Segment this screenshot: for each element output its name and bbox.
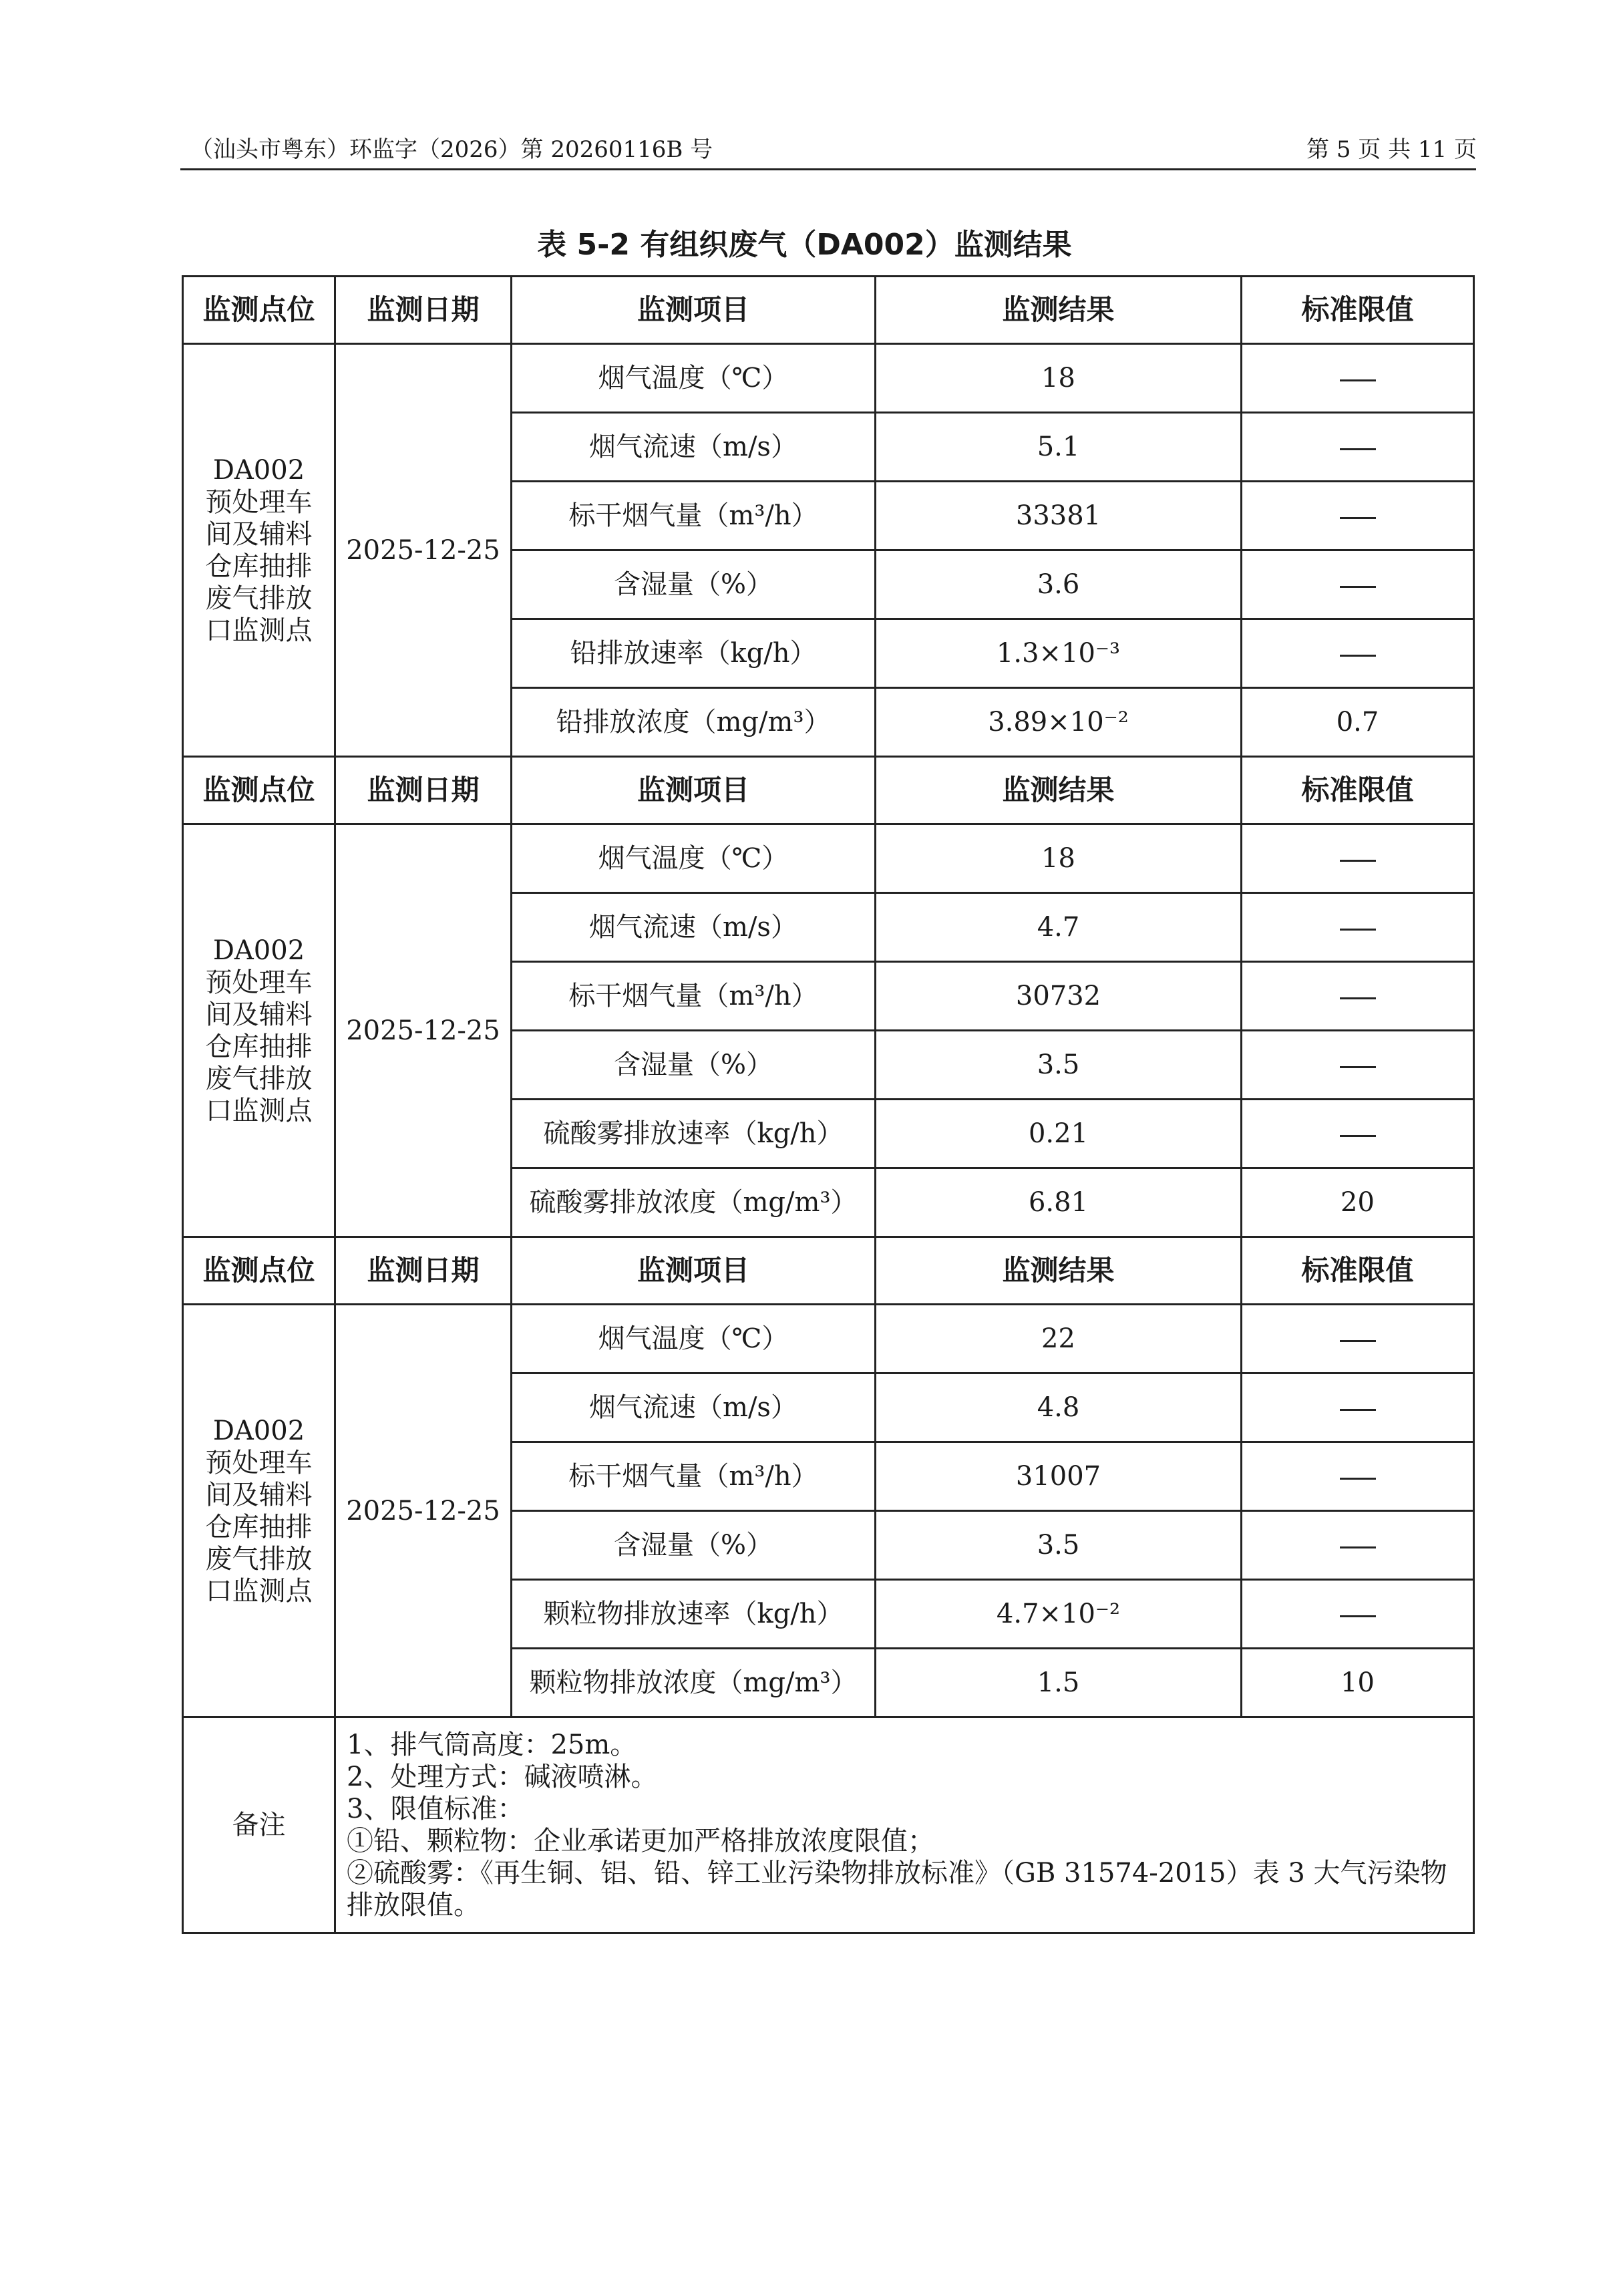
limit-cell: [1242, 1373, 1474, 1442]
item-cell: 铅排放速率（kg/h）: [512, 619, 876, 688]
date-cell: 2025-12-25: [335, 344, 512, 757]
column-header: 监测项目: [512, 277, 876, 344]
limit-cell: [1242, 1442, 1474, 1511]
page-info: 第 5 页 共 11 页: [1306, 136, 1477, 163]
item-cell: 烟气温度（℃）: [512, 344, 876, 413]
monitoring-results-table: [182, 275, 1475, 1934]
location-line: 预处理车: [205, 486, 313, 518]
dash-mark: [1340, 860, 1376, 862]
table-row: [183, 1305, 1474, 1373]
header-row: [183, 1237, 1474, 1305]
column-header: 监测结果: [876, 757, 1242, 824]
remark-line: ①铅、颗粒物：企业承诺更加严格排放浓度限值；: [347, 1826, 934, 1856]
result-cell: 6.81: [876, 1168, 1242, 1237]
document-number: （汕头市粤东）环监字（2026）第 20260116B 号: [190, 136, 713, 163]
dash-mark: [1340, 1135, 1376, 1137]
item-cell: 颗粒物排放速率（kg/h）: [512, 1580, 876, 1649]
column-header: 监测项目: [512, 1237, 876, 1305]
limit-cell: [1242, 1580, 1474, 1649]
item-cell: 含湿量（%）: [512, 1031, 876, 1100]
location-line: 间及辅料: [205, 999, 313, 1030]
location-line: 口监测点: [205, 615, 313, 646]
dash-mark: [1340, 1615, 1376, 1617]
dash-mark: [1340, 1409, 1376, 1411]
result-cell: 31007: [876, 1442, 1242, 1511]
location-cell: [183, 824, 335, 1237]
remark-line: 3、限值标准：: [347, 1794, 524, 1824]
date-cell: 2025-12-25: [335, 1305, 512, 1717]
column-header: 监测结果: [876, 1237, 1242, 1305]
column-header: 监测日期: [335, 1237, 512, 1305]
result-cell: 3.5: [876, 1511, 1242, 1580]
item-cell: 硫酸雾排放浓度（mg/m³）: [512, 1168, 876, 1237]
column-header: 监测点位: [183, 277, 335, 344]
dash-mark: [1340, 1546, 1376, 1548]
location-cell: [183, 1305, 335, 1717]
location-line: 预处理车: [205, 1447, 313, 1478]
limit-cell: [1242, 482, 1474, 550]
location-line: 仓库抽排: [205, 1511, 313, 1542]
header-row: [183, 277, 1474, 344]
date-cell: 2025-12-25: [335, 824, 512, 1237]
limit-cell: 0.7: [1242, 688, 1474, 757]
limit-cell: [1242, 893, 1474, 962]
item-cell: 烟气流速（m/s）: [512, 1373, 876, 1442]
table-row: [183, 824, 1474, 893]
remarks-content: [335, 1717, 1474, 1933]
limit-cell: [1242, 1511, 1474, 1580]
limit-cell: 20: [1242, 1168, 1474, 1237]
location-line: 仓库抽排: [205, 550, 313, 582]
dash-mark: [1340, 1478, 1376, 1480]
dash-mark: [1340, 517, 1376, 519]
result-cell: 22: [876, 1305, 1242, 1373]
column-header: 标准限值: [1242, 1237, 1474, 1305]
limit-cell: [1242, 824, 1474, 893]
location-line: 口监测点: [205, 1575, 313, 1607]
limit-cell: [1242, 413, 1474, 482]
item-cell: 铅排放浓度（mg/m³）: [512, 688, 876, 757]
remarks-label: 备注: [183, 1717, 335, 1933]
result-cell: 5.1: [876, 413, 1242, 482]
dash-mark: [1340, 1340, 1376, 1342]
result-cell: 4.7×10⁻²: [876, 1580, 1242, 1649]
result-cell: 30732: [876, 962, 1242, 1031]
item-cell: 标干烟气量（m³/h）: [512, 962, 876, 1031]
dash-mark: [1340, 586, 1376, 588]
column-header: 标准限值: [1242, 277, 1474, 344]
column-header: 标准限值: [1242, 757, 1474, 824]
location-line: 废气排放: [205, 583, 313, 614]
dash-mark: [1340, 379, 1376, 381]
location-line: DA002: [212, 1415, 305, 1446]
item-cell: 烟气温度（℃）: [512, 824, 876, 893]
result-cell: 33381: [876, 482, 1242, 550]
location-line: 间及辅料: [205, 1479, 313, 1510]
item-cell: 标干烟气量（m³/h）: [512, 1442, 876, 1511]
location-line: 预处理车: [205, 967, 313, 998]
limit-cell: [1242, 1031, 1474, 1100]
location-line: 废气排放: [205, 1543, 313, 1575]
limit-cell: [1242, 1100, 1474, 1168]
location-cell: [183, 344, 335, 757]
dash-mark: [1340, 1066, 1376, 1068]
header-row: [183, 757, 1474, 824]
remarks-row: [183, 1717, 1474, 1933]
table-row: [183, 344, 1474, 413]
result-cell: 18: [876, 824, 1242, 893]
result-cell: 3.5: [876, 1031, 1242, 1100]
dash-mark: [1340, 997, 1376, 999]
limit-cell: [1242, 619, 1474, 688]
dash-mark: [1340, 655, 1376, 657]
column-header: 监测点位: [183, 757, 335, 824]
result-cell: 18: [876, 344, 1242, 413]
location-line: DA002: [212, 454, 305, 486]
item-cell: 烟气温度（℃）: [512, 1305, 876, 1373]
item-cell: 颗粒物排放浓度（mg/m³）: [512, 1649, 876, 1717]
location-line: 仓库抽排: [205, 1031, 313, 1062]
location-line: 废气排放: [205, 1063, 313, 1094]
dash-mark: [1340, 448, 1376, 450]
location-line: DA002: [212, 935, 305, 966]
item-cell: 烟气流速（m/s）: [512, 413, 876, 482]
dash-mark: [1340, 929, 1376, 931]
table-title: 表 5-2 有组织废气（DA002）监测结果: [537, 228, 1072, 262]
remark-line: 1、排气筒高度：25m。: [347, 1730, 637, 1760]
item-cell: 含湿量（%）: [512, 550, 876, 619]
result-cell: 3.6: [876, 550, 1242, 619]
limit-cell: [1242, 550, 1474, 619]
limit-cell: [1242, 962, 1474, 1031]
column-header: 监测日期: [335, 757, 512, 824]
limit-cell: 10: [1242, 1649, 1474, 1717]
item-cell: 硫酸雾排放速率（kg/h）: [512, 1100, 876, 1168]
location-line: 口监测点: [205, 1095, 313, 1126]
column-header: 监测日期: [335, 277, 512, 344]
result-cell: 0.21: [876, 1100, 1242, 1168]
column-header: 监测项目: [512, 757, 876, 824]
result-cell: 1.3×10⁻³: [876, 619, 1242, 688]
item-cell: 含湿量（%）: [512, 1511, 876, 1580]
header-rule: [180, 168, 1476, 170]
remark-line: ②硫酸雾：《再生铜、铝、铅、锌工业污染物排放标准》（GB 31574-2015）表 3 大气污染物排放限值。: [347, 1858, 1447, 1921]
limit-cell: [1242, 1305, 1474, 1373]
result-cell: 1.5: [876, 1649, 1242, 1717]
result-cell: 4.8: [876, 1373, 1242, 1442]
location-line: 间及辅料: [205, 518, 313, 550]
remark-line: 2、处理方式：碱液喷淋。: [347, 1762, 658, 1792]
item-cell: 烟气流速（m/s）: [512, 893, 876, 962]
limit-cell: [1242, 344, 1474, 413]
item-cell: 标干烟气量（m³/h）: [512, 482, 876, 550]
result-cell: 3.89×10⁻²: [876, 688, 1242, 757]
result-cell: 4.7: [876, 893, 1242, 962]
column-header: 监测点位: [183, 1237, 335, 1305]
column-header: 监测结果: [876, 277, 1242, 344]
